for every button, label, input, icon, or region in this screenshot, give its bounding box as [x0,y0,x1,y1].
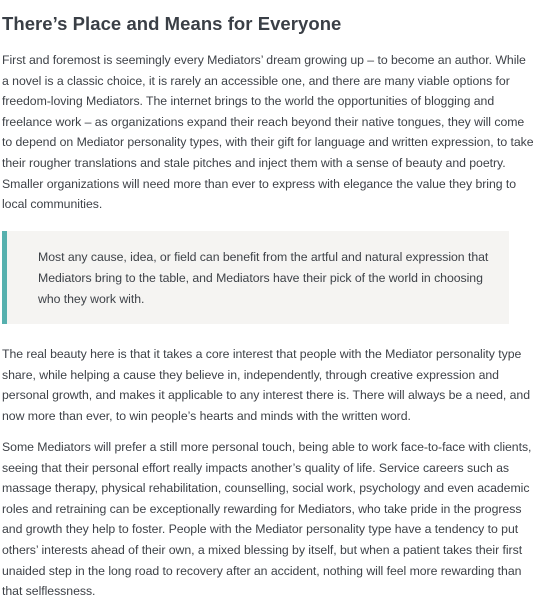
paragraph-beauty: The real beauty here is that it takes a core interest that people with the Mediator personality type share, while helping a cause they believe in, independently, through creative expression and personal growth, and makes it applicable to any interest there is. There will always be a need, and now more than ever, to win people’s hearts and minds with the written word. [2,347,530,423]
paragraph-service-careers: Some Mediators will prefer a still more personal touch, being able to work face-to-face with clients, seeing that their personal effort really impacts another’s quality of life. Service careers such as massage therapy, physical rehabilitation, counselling, social work, psychology and even academic roles and retraining can be exceptionally rewarding for Mediators, who take pride in the progress and growth they help to foster. People with the Mediator personality type have a tendency to put others’ interests ahead of their own, a mixed blessing by itself, but when a patient takes their first unaided step in the long road to recovery after an accident, nothing will feel more rewarding than that selflessness. [2,440,532,599]
pull-quote-text: Most any cause, idea, or field can benefit from the artful and natural expression that Mediators bring to the table, and Mediators have their pick of the world in choosing who they work with. [38,250,489,306]
paragraph-intro: First and foremost is seemingly every Mediators’ dream growing up – to become an author. While a novel is a classic choice, it is rarely an accessible one, and there are many viable options for freedom-loving Mediators. The internet brings to the world the opportunities of blogging and freelance work – as organizations expand their reach beyond their native tongues, they will come to depend on Mediator personality types, with their gift for language and written expression, to take their rougher translations and stale pitches and inject them with a sense of beauty and poetry. Smaller organizations will need more than ever to express with elegance the value they bring to local communities. [2,53,534,212]
pull-quote [2,231,509,324]
section-heading: There’s Place and Means for Everyone [2,13,342,34]
